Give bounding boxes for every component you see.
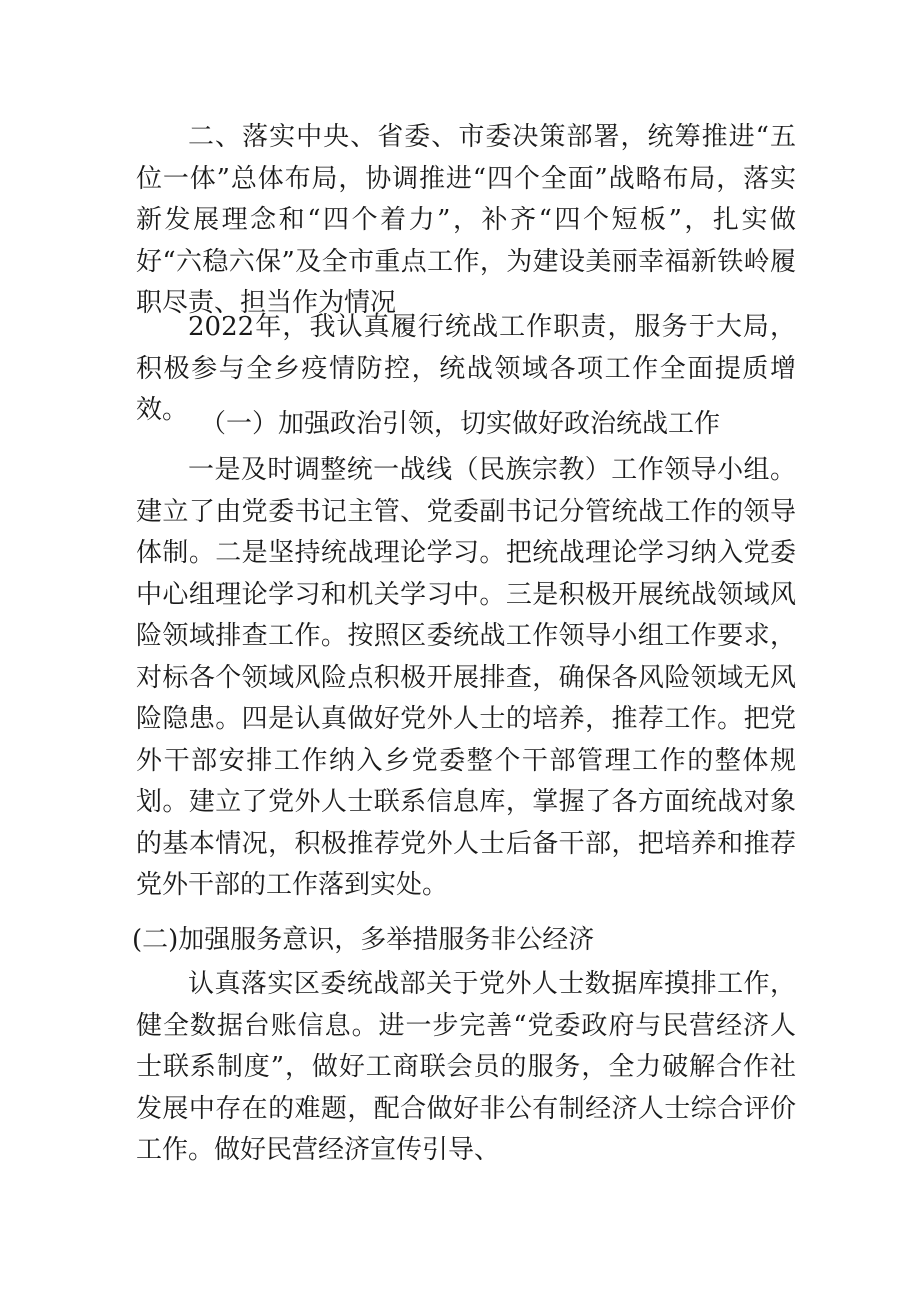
body-paragraph-political-work: 一是及时调整统一战线（民族宗教）工作领导小组。建立了由党委书记主管、党委副书记分管统战工作的领导体制。二是坚持统战理论学习。把统战理论学习纳入党委中心组理论学习和机关学习中。三是积极开展统战领域风险领域排查工作。按照区委统战工作领导小组工作要求，对标各个领域风险点积极开展排查，确保各风险领域无风险隐患。四是认真做好党外人士的培养，推荐工作。把党外干部安排工作纳入乡党委整个干部管理工作的整体规划。建立了党外人士联系信息库，掌握了各方面统战对象的基本情况，积极推荐党外人士后备干部，把培养和推荐党外干部的工作落到实处。 — [136, 455, 796, 900]
body-paragraph-non-public-economy: 认真落实区委统战部关于党外人士数据库摸排工作，健全数据台账信息。进一步完善“党委政府与民营经济人士联系制度”，做好工商联会员的服务，全力破解合作社发展中存在的难题，配合做好非公有制经济人士综合评价工作。做好民营经济宣传引导、 — [136, 969, 796, 1165]
section-heading: 二、落实中央、省委、市委决策部署，统筹推进“五位一体”总体布局，协调推进“四个全面”战略布局，落实新发展理念和“四个着力”，补齐“四个短板”，扎实做好“六稳六保”及全市重点工作，为建设美丽幸福新铁岭履职尽责、担当作为情况 — [136, 122, 796, 318]
intro-paragraph: 2022年，我认真履行统战工作职责，服务于大局，积极参与全乡疫情防控，统战领域各项工作全面提质增效。 — [136, 312, 796, 425]
subheading-political-guidance: （一）加强政治引领，切实做好政治统战工作 — [200, 409, 721, 439]
subheading-service-awareness: (二)加强服务意识，多举措服务非公经济 — [132, 925, 595, 955]
